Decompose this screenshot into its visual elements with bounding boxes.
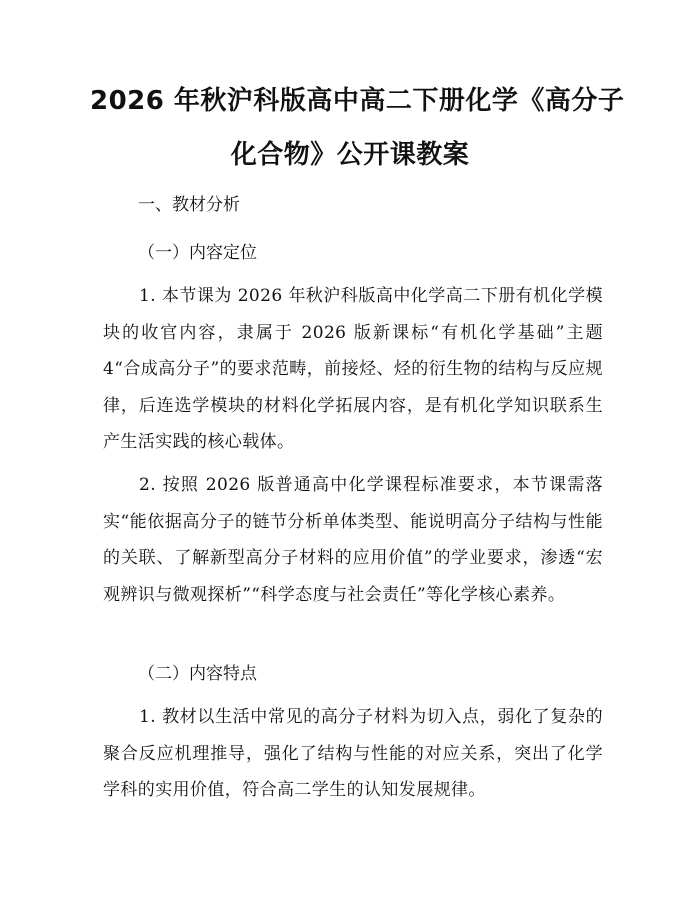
subsection-heading-content-features: （二）内容特点 (138, 664, 257, 684)
document-title-line-2: 化合物》公开课教案 (230, 140, 470, 170)
paragraph-content-positioning-2: 2. 按照 2026 版普通高中化学课程标准要求，本节课需落实“能依据高分子的链节分析单体类型、能说明高分子结构与性能的关联、了解新型高分子材料的应用价值”的学业要求，渗透“宏观辨识与微观探析”“科学态度与社会责任”等化学核心素养。 (103, 475, 603, 605)
paragraph-content-positioning-1: 1. 本节课为 2026 年秋沪科版高中化学高二下册有机化学模块的收官内容，隶属于 2026 版新课标“有机化学基础”主题 4“合成高分子”的要求范畴，前接烃、烃的衍生物的结构与反应规律，后连选学模块的材料化学拓展内容，是有机化学知识联系生产生活实践的核心载体。 (103, 286, 603, 452)
subsection-heading-content-positioning: （一）内容定位 (138, 243, 257, 263)
document-title-line-1: 2026 年秋沪科版高中高二下册化学《高分子 (90, 86, 625, 116)
paragraph-content-features-1: 1. 教材以生活中常见的高分子材料为切入点，弱化了复杂的聚合反应机理推导，强化了结构与性能的对应关系，突出了化学学科的实用价值，符合高二学生的认知发展规律。 (103, 707, 603, 800)
section-heading-teaching-material-analysis: 一、教材分析 (138, 195, 240, 215)
